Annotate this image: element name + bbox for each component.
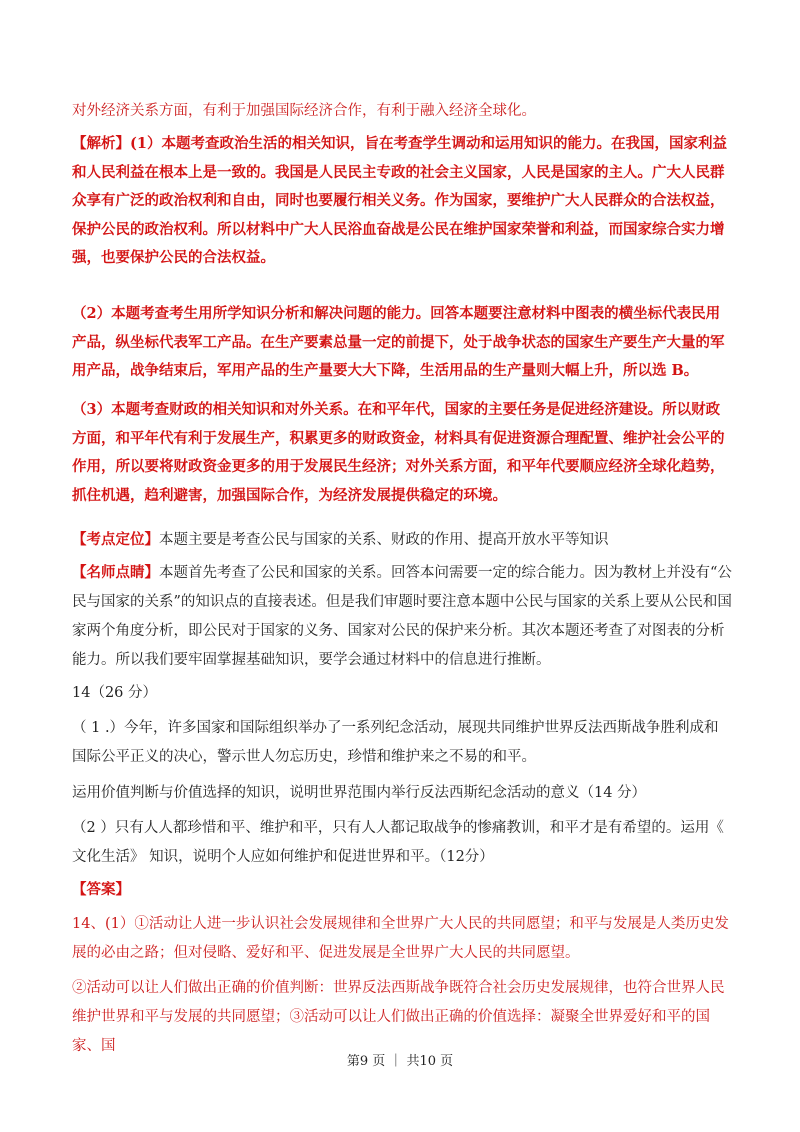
teacher-comment-text: 本题首先考查了公民和国家的关系。回答本问需要一定的综合能力。因为教材上并没有“公民与国家的关系”的知识点的直接表述。但是我们审题时要注意本题中公民与国家的关系上要从公民和国家两个角度分析，即公民对于国家的义务、国家对公民的保护来分析。其次本题还考查了对图表的分析能力。所以我们要牢固掌握基础知识，要学会通过材料中的信息进行推断。 — [72, 565, 732, 668]
teacher-comment-tag: 【名师点睛】 — [72, 564, 159, 581]
knowledge-point-tag: 【考点定位】 — [72, 531, 159, 548]
question-14-part-2: （2 ）只有人人都珍惜和平、维护和平，只有人人都记取战争的惨痛教训，和平才是有希望的。运用《 文化生活》 知识，说明个人应如何维护和促进世界和平。（12分） — [72, 820, 724, 865]
analysis-part-1-text: (1）本题考查政治生活的相关知识，旨在考查学生调动和运用知识的能力。在我国，国家利益和人民利益在根本上是一致的。我国是人民民主专政的社会主义国家，人民是国家的主人。广大人民群众享有广泛的政治权利和自由，同时也要履行相关义务。作为国家，要维护广大人民群众的合法权益，保护公民的政治权利。所以材料中广大人民浴血奋战是公民在维护国家荣誉和利益，而国家综合实力增强，也要保护公民的合法权益。 — [72, 135, 727, 266]
knowledge-point-text: 本题主要是考查公民与国家的关系、财政的作用、提高开放水平等知识 — [159, 532, 609, 548]
answer-tag — [72, 876, 732, 904]
analysis-part-2: （2）本题考查考生用所学知识分析和解决问题的能力。回答本题要注意材料中图表的横坐标代表民用产品，纵坐标代表军工产品。在生产要素总量一定的前提下，处于战争状态的国家生产要生产大量的军用产品，战争结束后，军用产品的生产量要大大下降，生活用品的生产量则大幅上升，所以选 B。 — [72, 305, 725, 379]
question-14-header: 14（26 分） — [72, 685, 158, 701]
question-14-part-1: （ 1 .）今年，许多国家和国际组织举办了一系列纪念活动，展现共同维护世界反法西斯战争胜利成和国际公平正义的决心，警示世人勿忘历史，珍惜和维护来之不易的和平。 — [72, 720, 719, 765]
analysis-part-3: （3）本题考查财政的相关知识和对外关系。在和平年代，国家的主要任务是促进经济建设。所以财政方面，和平年代有利于发展生产，积累更多的财政资金，材料具有促进资源合理配置、维护社会公平的作用，所以要将财政资金更多的用于发展民生经济；对外关系方面，和平年代要顺应经济全球化趋势，抓住机遇，趋利避害，加强国际合作，为经济发展提供稳定的环境。 — [72, 401, 725, 504]
answer-part-1: 14、(1）①活动让人进一步认识社会发展规律和全世界广大人民的共同愿望；和平与发展是人类历史发展的必由之路；但对侵略、爱好和平、促进发展是全世界广大人民的共同愿望。 — [72, 916, 729, 961]
knowledge-point — [72, 526, 732, 554]
answer-part-2: ②活动可以让人们做出正确的价值判断：世界反法西斯战争既符合社会历史发展规律，也符合世界人民维护世界和平与发展的共同愿望；③活动可以让人们做出正确的价值选择：凝聚全世界爱好和平的国家、国 — [72, 980, 725, 1054]
question-14-part-1-task: 运用价值判断与价值选择的知识，说明世界范围内举行反法西斯纪念活动的意义（14 分） — [72, 785, 647, 801]
analysis-part-1 — [72, 130, 732, 273]
analysis-tag: 【解析】 — [72, 135, 130, 152]
intro-line: 对外经济关系方面，有利于加强国际经济合作，有利于融入经济全球化。 — [72, 103, 536, 119]
page-footer: 第9 页 ｜ 共10 页 — [346, 1054, 454, 1069]
answer-tag-text: 【答案】 — [72, 881, 130, 898]
teacher-comment — [72, 558, 732, 675]
